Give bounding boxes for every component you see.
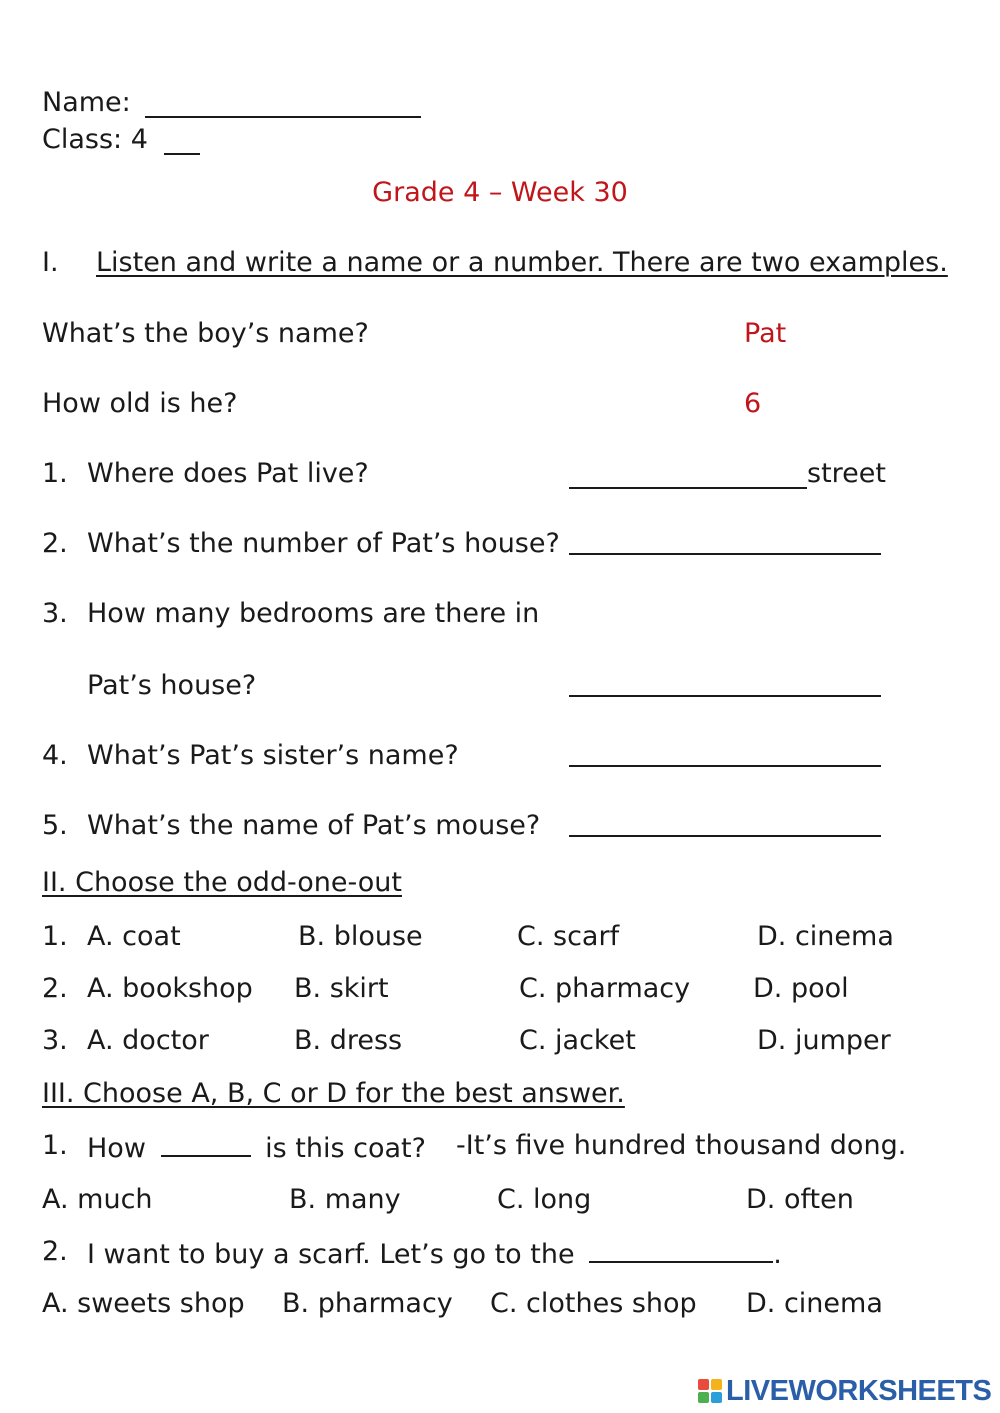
example-2-answer: 6 [744,388,762,419]
class-input[interactable] [164,127,200,155]
odd-row-1-number: 1. [42,921,68,952]
odd-row-1-option-b[interactable]: B. blouse [298,921,423,952]
question-2-answer-input[interactable] [569,527,881,555]
class-label: Class: 4 [42,124,148,155]
mc-question-1-option-c[interactable]: C. long [497,1184,592,1215]
question-3-text: How many bedrooms are there in [87,598,540,629]
mc-question-2-option-d[interactable]: D. cinema [746,1288,883,1319]
name-row [42,86,421,120]
mc-question-2-pre: I want to buy a scarf. Let’s go to the [87,1239,575,1270]
section-1-number: I. [42,247,59,278]
mc-question-2-option-c[interactable]: C. clothes shop [490,1288,697,1319]
example-1-question: What’s the boy’s name? [42,318,369,349]
page-title: Grade 4 – Week 30 [372,177,628,208]
odd-row-2-option-a[interactable]: A. bookshop [87,973,253,1004]
question-5-text: What’s the name of Pat’s mouse? [87,810,541,841]
odd-row-2-number: 2. [42,973,68,1004]
section-3-title: III. Choose A, B, C or D for the best answer. [42,1078,625,1109]
question-3-number: 3. [42,598,68,629]
mc-question-2-end: . [773,1239,782,1270]
question-4-number: 4. [42,740,68,771]
question-1-number: 1. [42,458,68,489]
mc-question-1-blank [161,1129,251,1157]
mc-question-1-stem [87,1129,426,1166]
mc-question-1-option-a[interactable]: A. much [42,1184,153,1215]
odd-row-3-option-c[interactable]: C. jacket [519,1025,636,1056]
odd-row-2-option-d[interactable]: D. pool [753,973,849,1004]
odd-row-1-option-d[interactable]: D. cinema [757,921,894,952]
section-1-instruction: Listen and write a name or a number. There are two examples. [96,247,948,278]
question-1-text: Where does Pat live? [87,458,369,489]
example-2-question: How old is he? [42,388,238,419]
question-3-text-line-2: Pat’s house? [87,670,257,701]
question-5-number: 5. [42,810,68,841]
question-3-answer-input[interactable] [569,669,881,697]
odd-row-3-number: 3. [42,1025,68,1056]
logo-text: LIVEWORKSHEETS [726,1374,992,1407]
odd-row-3-option-b[interactable]: B. dress [294,1025,403,1056]
mc-question-2-blank [589,1235,773,1263]
question-4-text: What’s Pat’s sister’s name? [87,740,459,771]
odd-row-3-option-d[interactable]: D. jumper [757,1025,891,1056]
mc-question-1-option-b[interactable]: B. many [289,1184,401,1215]
question-2-text: What’s the number of Pat’s house? [87,528,560,559]
liveworksheets-logo [698,1374,991,1408]
mc-question-1-answer: -It’s five hundred thousand dong. [456,1130,907,1161]
mc-question-2-number: 2. [42,1236,68,1267]
mc-question-1-pre: How [87,1133,146,1164]
odd-row-1-option-a[interactable]: A. coat [87,921,181,952]
question-1-suffix: street [807,458,886,489]
mc-question-1-number: 1. [42,1130,68,1161]
mc-question-2-option-a[interactable]: A. sweets shop [42,1288,245,1319]
name-label: Name: [42,87,131,118]
question-1-answer-row [569,457,886,491]
example-1-answer: Pat [744,318,787,349]
odd-row-3-option-a[interactable]: A. doctor [87,1025,209,1056]
class-row [42,123,200,157]
section-2-title: II. Choose the odd-one-out [42,867,402,898]
logo-mark-icon [698,1379,722,1403]
odd-row-1-option-c[interactable]: C. scarf [517,921,620,952]
mc-question-2-option-b[interactable]: B. pharmacy [282,1288,453,1319]
mc-question-2-stem [87,1235,782,1272]
question-2-number: 2. [42,528,68,559]
odd-row-2-option-c[interactable]: C. pharmacy [519,973,691,1004]
question-1-answer-input[interactable] [569,461,807,489]
odd-row-2-option-b[interactable]: B. skirt [294,973,389,1004]
mc-question-1-option-d[interactable]: D. often [746,1184,854,1215]
name-input[interactable] [145,90,421,118]
question-5-answer-input[interactable] [569,809,881,837]
mc-question-1-post: is this coat? [265,1133,426,1164]
question-4-answer-input[interactable] [569,739,881,767]
